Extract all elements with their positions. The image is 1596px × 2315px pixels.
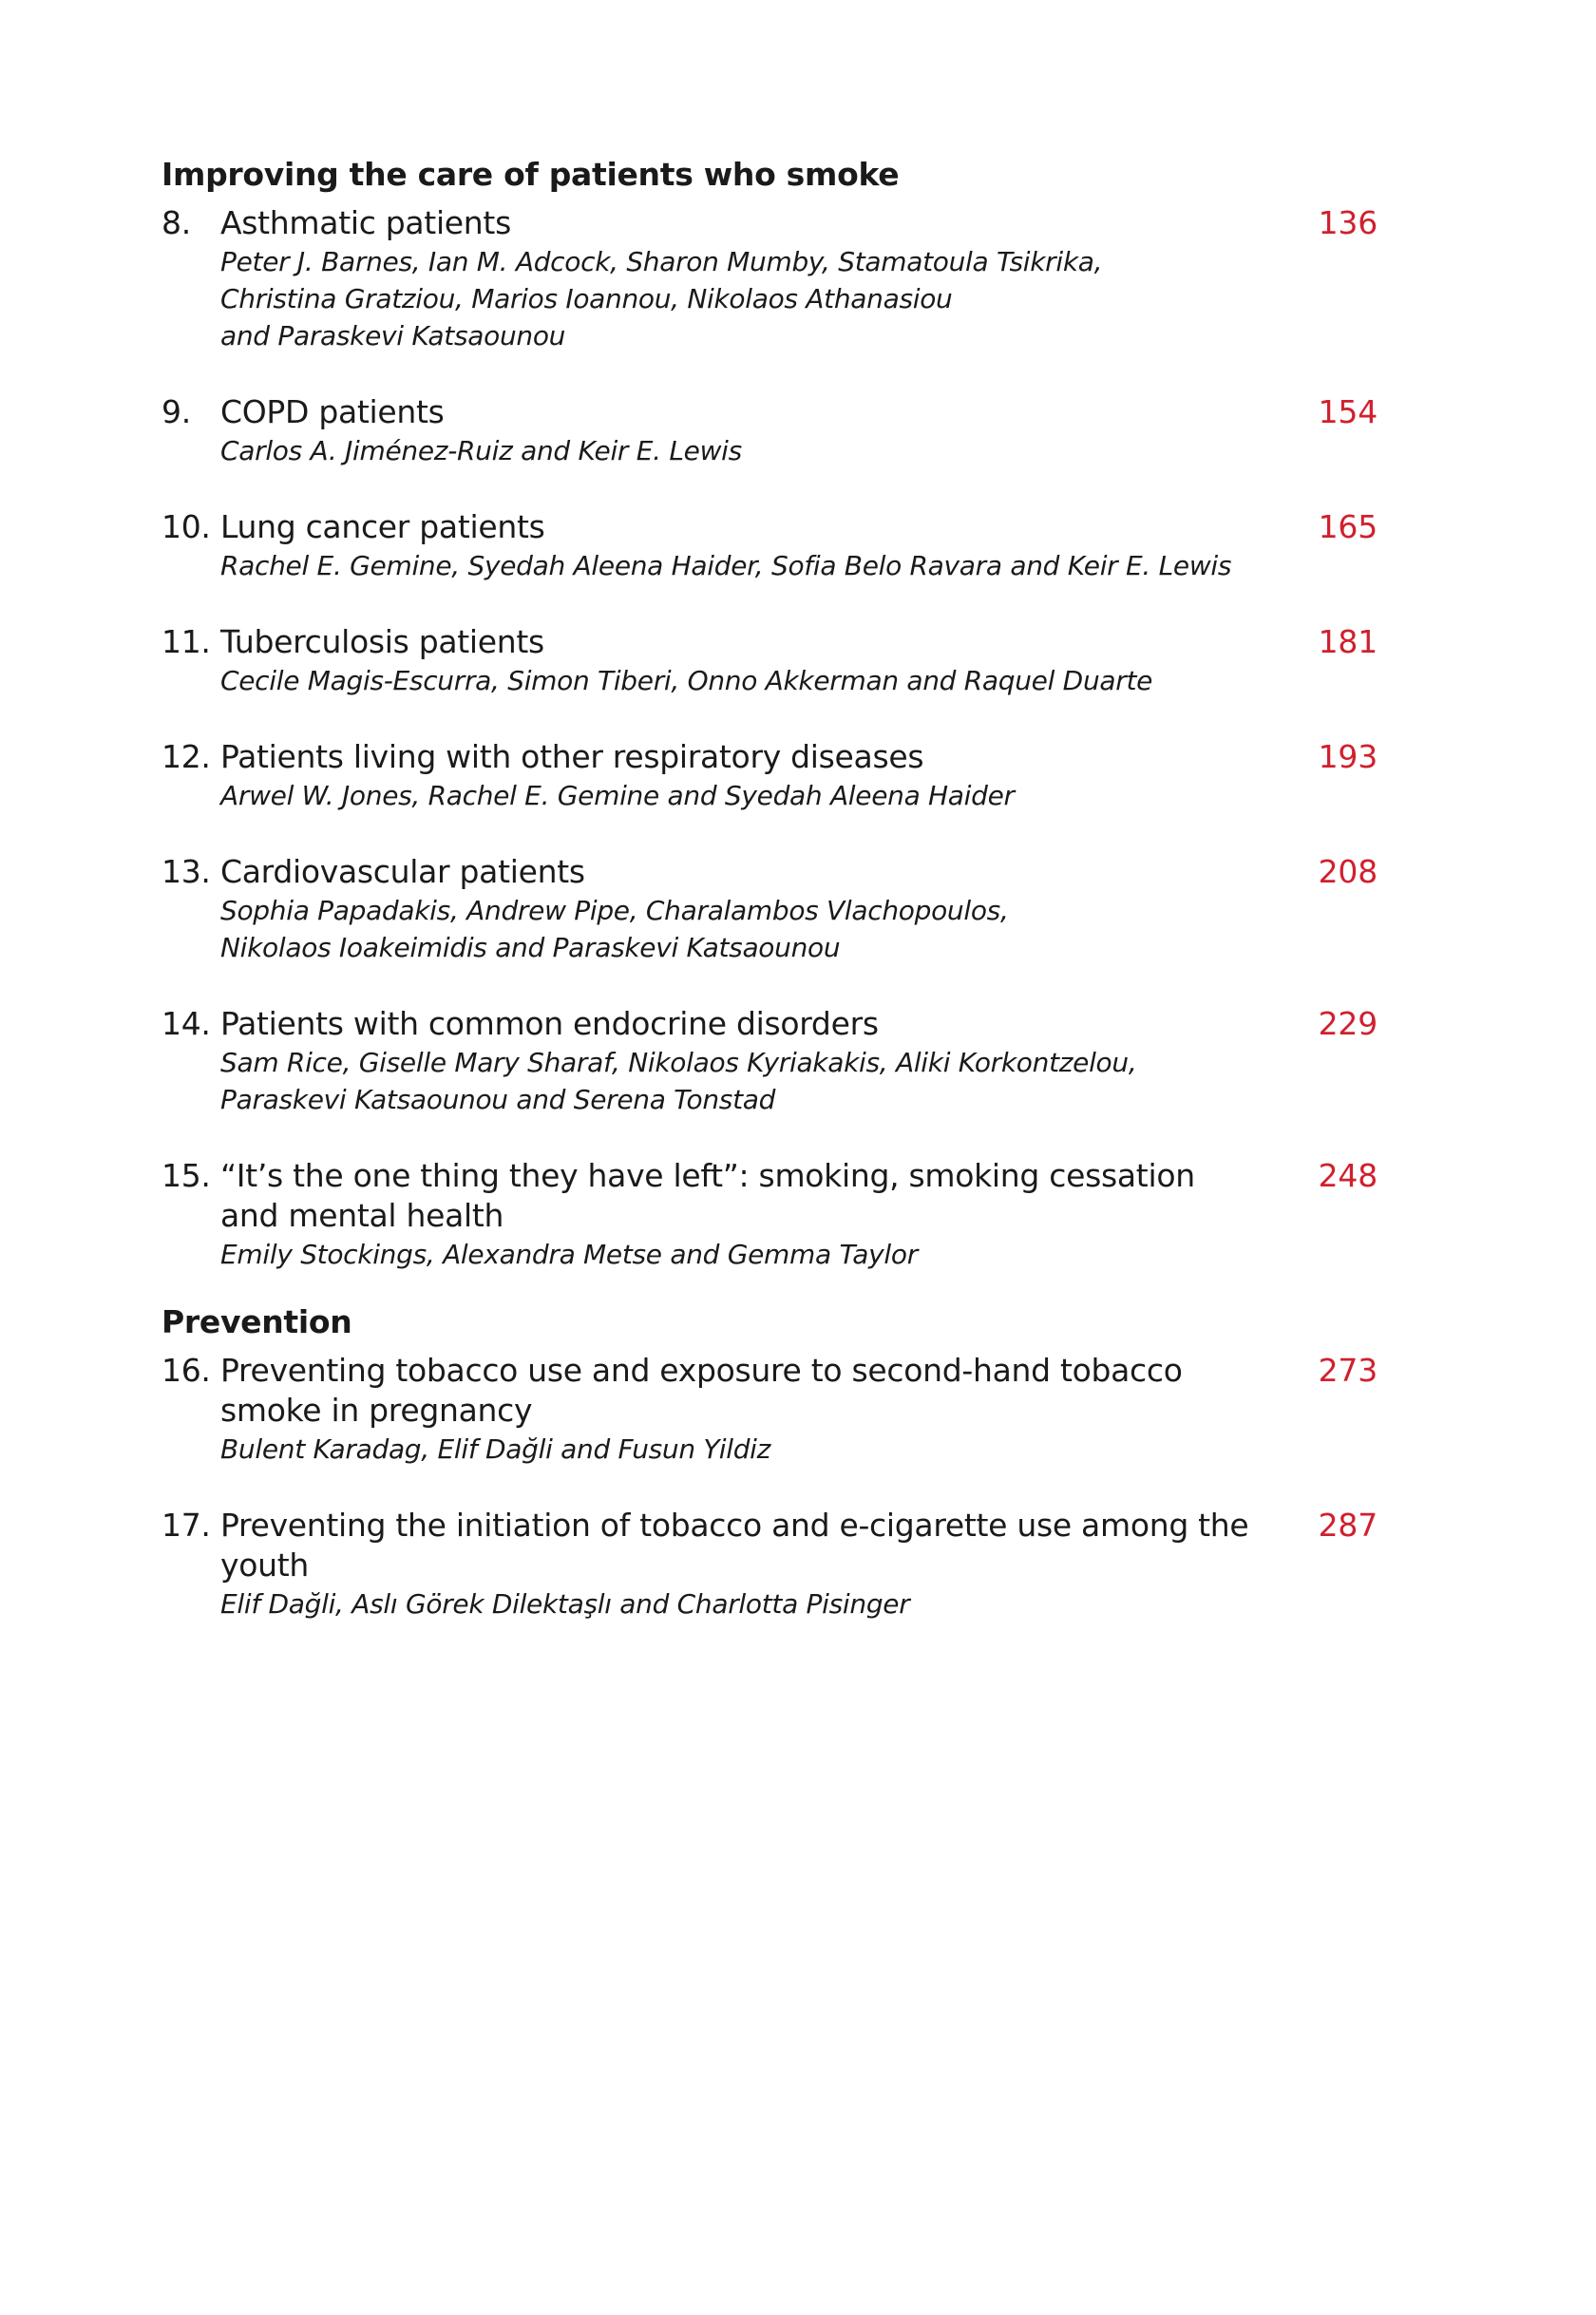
chapter-title: Asthmatic patients [220,204,511,241]
page-number: 181 [1318,623,1378,660]
section-heading-prevention: Prevention [162,1303,352,1340]
chapter-number: 12. [162,738,211,775]
chapter-title: Cardiovascular patients [220,853,585,890]
toc-entry-13[interactable] [162,852,1378,966]
page-number: 273 [1318,1352,1378,1389]
chapter-number: 17. [162,1507,211,1544]
chapter-number: 8. [162,204,191,241]
chapter-title-line: “It’s the one thing they have left”: smoking, smoking cessation [220,1157,1195,1194]
chapter-authors-line: Carlos A. Jiménez-Ruiz and Keir E. Lewis [220,435,742,466]
chapter-number: 10. [162,508,211,545]
chapter-authors-line: Christina Gratziou, Marios Ioannou, Nikolaos Athanasiou [220,283,953,314]
toc-entry-15[interactable] [162,1156,1378,1273]
chapter-title-line: Preventing tobacco use and exposure to second-hand tobacco [220,1352,1183,1389]
chapter-authors-line: Sophia Papadakis, Andrew Pipe, Charalambos Vlachopoulos, [220,895,1009,926]
chapter-number: 11. [162,623,211,660]
toc-entry-9[interactable] [162,392,1378,469]
chapter-authors-line: Bulent Karadag, Elif Dağli and Fusun Yildiz [220,1433,771,1465]
chapter-title: Lung cancer patients [220,508,545,545]
chapter-authors-line: Paraskevi Katsaounou and Serena Tonstad [220,1084,776,1115]
chapter-authors-line: Elif Dağli, Aslı Görek Dilektaşlı and Charlotta Pisinger [220,1588,910,1620]
page-number: 248 [1318,1157,1378,1194]
page-number: 136 [1318,204,1378,241]
chapter-title-line: smoke in pregnancy [220,1392,533,1429]
chapter-title: Patients living with other respiratory diseases [220,738,924,775]
page-number: 165 [1318,508,1378,545]
chapter-authors-line: Cecile Magis-Escurra, Simon Tiberi, Onno Akkerman and Raquel Duarte [220,665,1153,696]
chapter-number: 16. [162,1352,211,1389]
chapter-authors-line: Rachel E. Gemine, Syedah Aleena Haider, Sofia Belo Ravara and Keir E. Lewis [220,550,1232,581]
chapter-number: 15. [162,1157,211,1194]
page-number: 229 [1318,1005,1378,1042]
page-number: 154 [1318,393,1378,430]
page-number: 193 [1318,738,1378,775]
chapter-authors-line: and Paraskevi Katsaounou [220,320,566,351]
table-of-contents [162,156,1378,1660]
chapter-number: 13. [162,853,211,890]
chapter-title-line: and mental health [220,1197,504,1234]
chapter-number: 14. [162,1005,211,1042]
chapter-authors-line: Peter J. Barnes, Ian M. Adcock, Sharon Mumby, Stamatoula Tsikrika, [220,246,1103,277]
chapter-title: Patients with common endocrine disorders [220,1005,879,1042]
page-number: 208 [1318,853,1378,890]
chapter-authors-line: Nikolaos Ioakeimidis and Paraskevi Katsaounou [220,932,841,963]
toc-entry-17[interactable] [162,1506,1378,1622]
toc-entry-10[interactable] [162,507,1378,584]
toc-entry-16[interactable] [162,1351,1378,1468]
chapter-authors-line: Arwel W. Jones, Rachel E. Gemine and Syedah Aleena Haider [220,780,1015,811]
chapter-authors-line: Sam Rice, Giselle Mary Sharaf, Nikolaos Kyriakakis, Aliki Korkontzelou, [220,1047,1137,1078]
chapter-number: 9. [162,393,191,430]
page-number: 287 [1318,1507,1378,1544]
toc-entry-11[interactable] [162,622,1378,699]
chapter-title: Preventing the initiation of tobacco and e-cigarette use among the youth [220,1507,1249,1584]
toc-entry-8[interactable] [162,203,1378,354]
chapter-authors-line: Emily Stockings, Alexandra Metse and Gemma Taylor [220,1239,918,1270]
toc-entry-12[interactable] [162,737,1378,814]
section-heading-improving-care: Improving the care of patients who smoke [162,156,900,193]
chapter-title: COPD patients [220,393,445,430]
toc-entry-14[interactable] [162,1004,1378,1118]
chapter-title: Tuberculosis patients [220,623,544,660]
